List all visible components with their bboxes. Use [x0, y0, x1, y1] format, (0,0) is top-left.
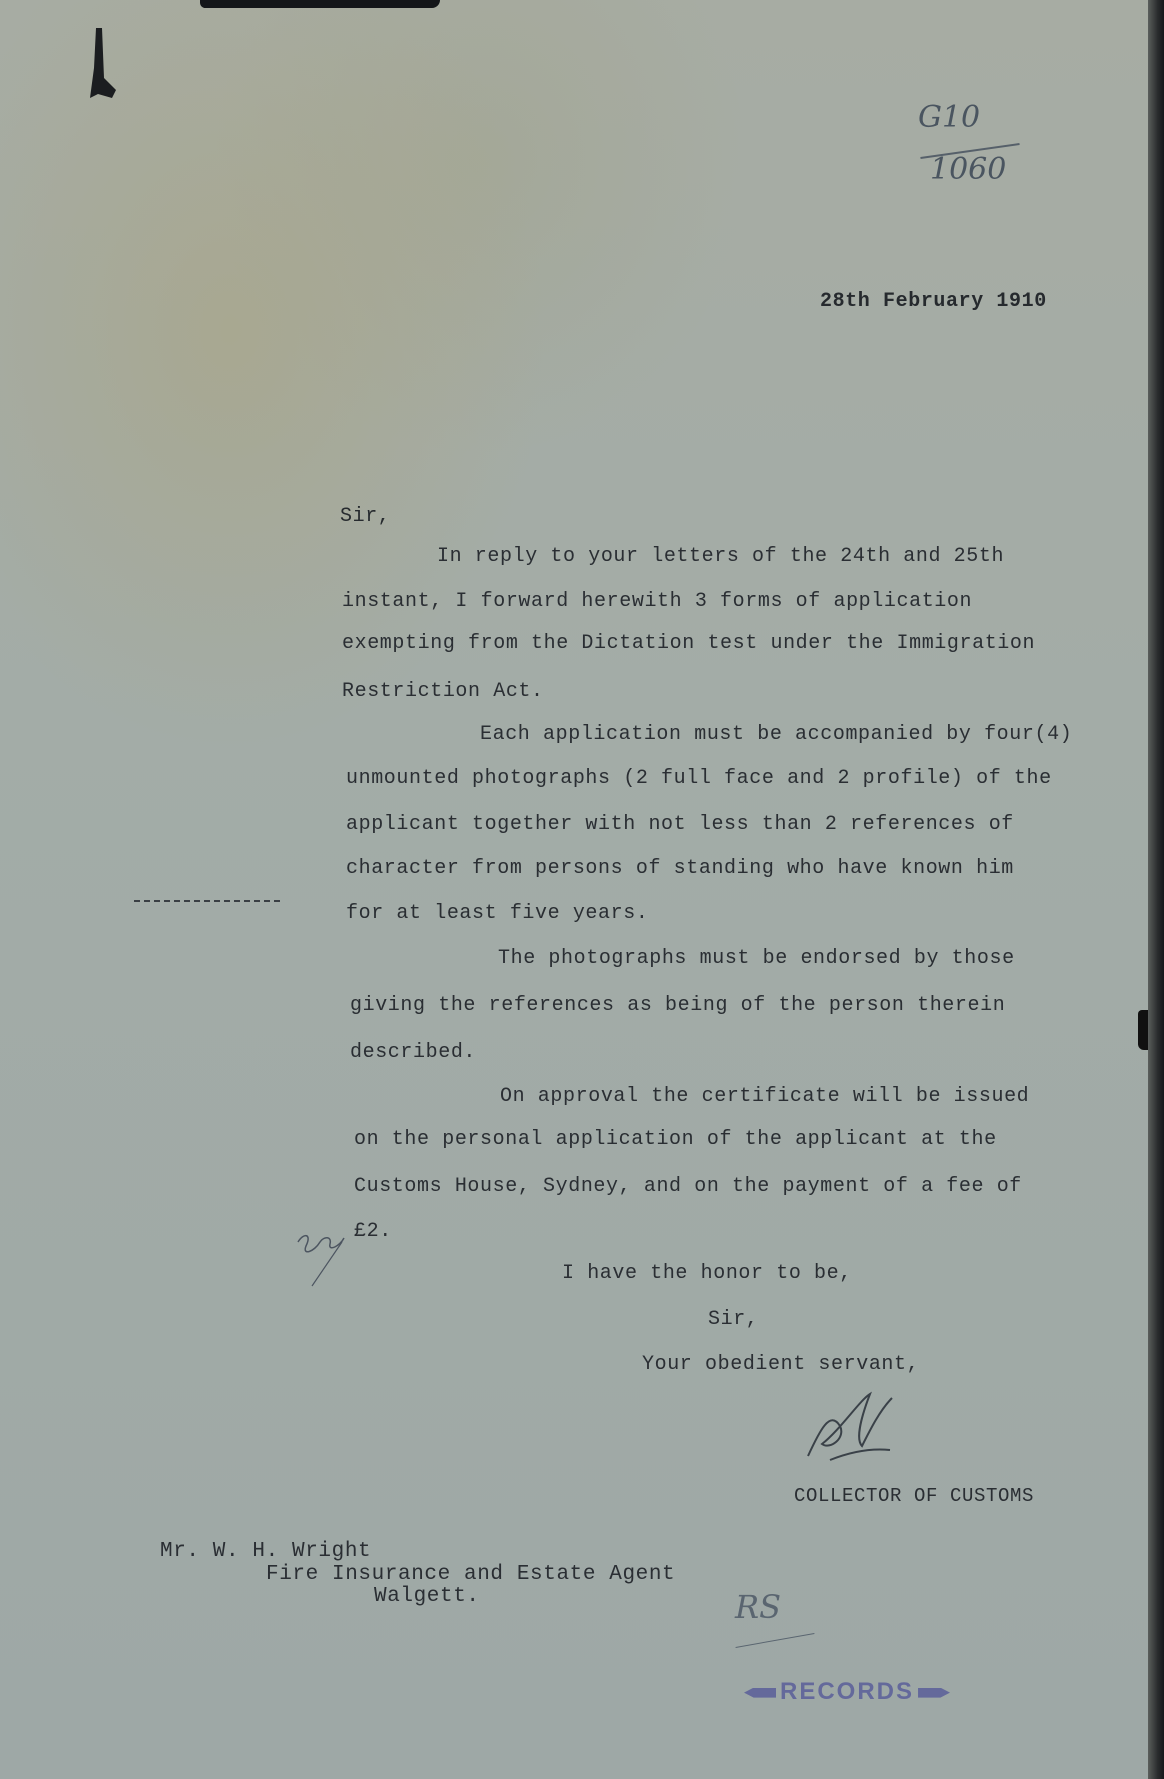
- closing-line-1: I have the honor to be,: [562, 1262, 852, 1285]
- handwritten-annotation: [292, 1222, 352, 1292]
- addressee-name: Mr. W. H. Wright: [160, 1540, 372, 1563]
- body-line: Each application must be accompanied by four(4): [480, 723, 1073, 746]
- initials-underline: [736, 1633, 815, 1648]
- records-stamp-text: RECORDS: [780, 1678, 915, 1705]
- stamp-arrow-left: [744, 1688, 776, 1698]
- body-line: Customs House, Sydney, and on the payment of a fee of: [354, 1175, 1022, 1198]
- body-line: instant, I forward herewith 3 forms of application: [342, 590, 973, 613]
- body-line: character from persons of standing who have known him: [346, 857, 1014, 880]
- body-line: £2.: [354, 1220, 392, 1243]
- body-line: unmounted photographs (2 full face and 2 profile) of the: [346, 767, 1052, 790]
- body-line: In reply to your letters of the 24th and 25th: [437, 545, 1005, 568]
- addressee-occupation: Fire Insurance and Estate Agent: [266, 1563, 676, 1586]
- body-line: for at least five years.: [346, 902, 649, 925]
- signature: [800, 1390, 900, 1470]
- margin-dashes: [134, 900, 280, 902]
- letter-date: 28th February 1910: [820, 290, 1047, 313]
- reference-number: [900, 92, 1040, 212]
- signatory-title: COLLECTOR OF CUSTOMS: [794, 1485, 1035, 1507]
- salutation: Sir,: [340, 505, 391, 528]
- body-line: On approval the certificate will be issued: [500, 1085, 1030, 1108]
- torn-edge: [200, 0, 440, 8]
- closing-line-2: Sir,: [708, 1308, 759, 1331]
- body-line: Restriction Act.: [342, 680, 544, 703]
- body-line: applicant together with not less than 2 references of: [346, 813, 1014, 836]
- reference-top: G10: [918, 100, 981, 135]
- body-line: described.: [350, 1041, 477, 1064]
- closing-line-3: Your obedient servant,: [642, 1353, 920, 1376]
- stamp-arrow-right: [918, 1688, 950, 1698]
- body-line: exempting from the Dictation test under the Immigration: [342, 632, 1036, 655]
- page-edge-shadow: [1148, 0, 1164, 1779]
- records-stamp: [740, 1678, 954, 1706]
- reference-bottom: 1060: [930, 152, 1007, 187]
- body-line: on the personal application of the applicant at the: [354, 1128, 997, 1151]
- body-line: The photographs must be endorsed by those: [498, 947, 1015, 970]
- body-line: giving the references as being of the person therein: [350, 994, 1006, 1017]
- initials: RS: [735, 1588, 782, 1626]
- addressee-town: Walgett.: [374, 1585, 480, 1608]
- clip-mark: [86, 28, 120, 100]
